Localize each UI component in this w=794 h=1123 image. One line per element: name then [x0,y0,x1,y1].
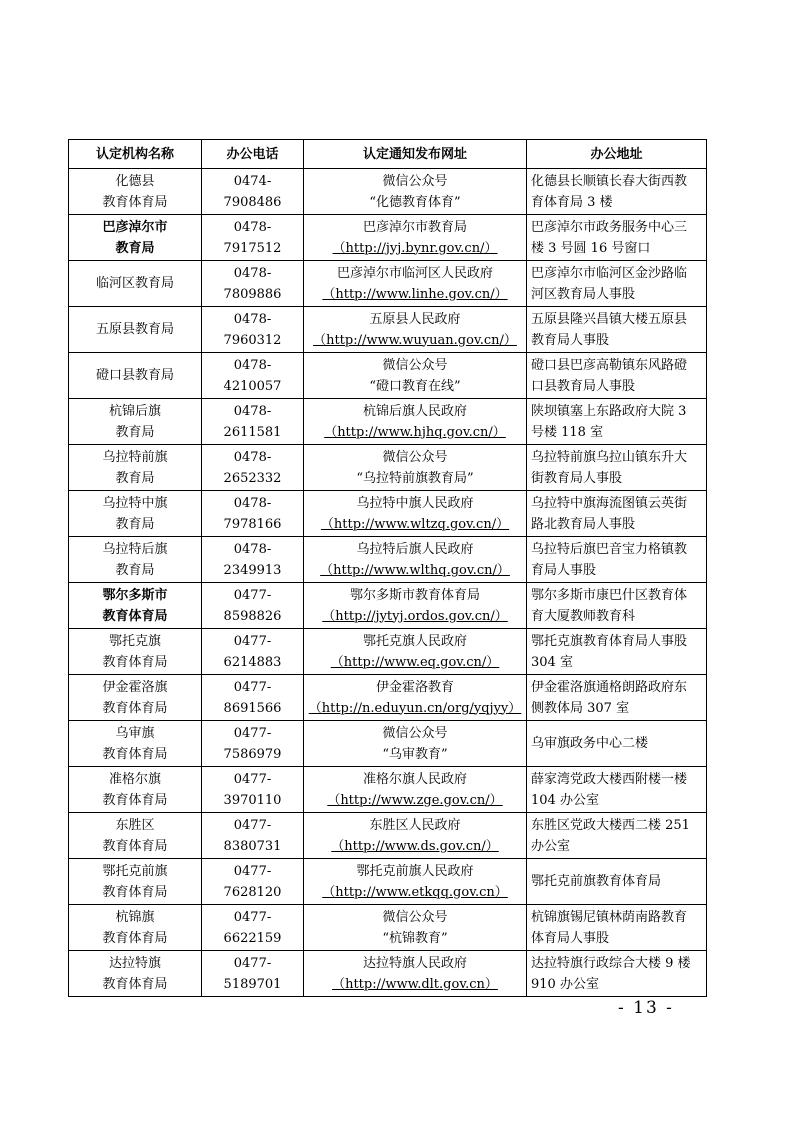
office-address-cell-line: 304 室 [531,654,573,670]
agency-name-cell-line: 教育体育局 [102,746,168,762]
notice-url-cell [304,169,527,215]
office-phone-cell: 0478-7917512 [202,215,304,261]
office-address-cell [527,629,707,675]
agency-name-cell-line: 教育体育局 [102,194,168,210]
office-phone-cell: 0478-7809886 [202,261,304,307]
table-row [69,813,707,859]
notice-url-link[interactable]: （http://www.wlthq.gov.cn/） [320,562,510,578]
agency-name-cell [69,215,202,261]
agency-name-cell-line: 教育局 [115,516,155,532]
notice-url-link[interactable]: （http://www.wltzq.gov.cn/） [320,516,510,532]
office-address-cell [527,537,707,583]
notice-url-link[interactable]: （http://n.eduyun.cn/org/yqjyy） [308,700,522,716]
notice-url-cell [304,951,527,997]
table-row [69,215,707,261]
agency-name-cell [69,491,202,537]
header-notice-url: 认定通知发布网址 [304,140,527,169]
notice-url-cell [304,399,527,445]
notice-url-cell-line: 微信公众号 [382,173,448,189]
agency-name-cell-line: 磴口县教育局 [95,368,174,383]
notice-url-cell-line: 微信公众号 [382,357,448,373]
agency-name-cell [69,859,202,905]
office-address-cell-line: 号楼 118 室 [531,424,604,440]
table-row [69,859,707,905]
notice-url-cell [304,767,527,813]
agency-table [68,139,707,997]
notice-url-link[interactable]: （http://jyj.bynr.gov.cn/） [332,240,498,256]
agency-name-cell-line: 临河区教育局 [95,276,174,291]
notice-url-cell [304,813,527,859]
office-phone-cell: 0477-8691566 [202,675,304,721]
agency-name-cell-line: 教育体育局 [102,884,168,900]
office-address-cell-line: 河区教育局人事股 [531,286,636,302]
notice-url-cell-line: 鄂托克前旗人民政府 [356,863,474,879]
agency-name-cell [69,629,202,675]
office-address-cell-line: 路北教育局人事股 [531,516,636,532]
notice-url-cell-line: “化德教育体育” [369,194,461,210]
agency-name-cell [69,445,202,491]
agency-name-cell [69,537,202,583]
header-office-address: 办公地址 [527,140,707,169]
agency-name-cell-line: 教育体育局 [102,930,168,946]
notice-url-cell-line: 达拉特旗人民政府 [362,955,467,971]
office-address-cell-line: 乌拉特中旗海流图镇云英街 [531,495,688,511]
office-address-cell [527,261,707,307]
agency-name-cell-line: 乌拉特中旗 [102,495,168,511]
table-row [69,721,707,767]
office-address-cell-line: 育局人事股 [531,562,597,578]
office-address-cell-line: 乌拉特前旗乌拉山镇东升大 [531,449,688,465]
agency-name-cell-line: 杭锦旗 [115,909,155,925]
notice-url-cell-line: “杭锦教育” [382,930,448,946]
agency-name-cell [69,353,202,399]
header-agency-name: 认定机构名称 [69,140,202,169]
notice-url-cell [304,721,527,767]
table-row [69,767,707,813]
notice-url-cell-line: “乌审教育” [382,746,448,762]
notice-url-cell-line: 伊金霍洛教育 [375,679,454,695]
notice-url-link[interactable]: （http://www.ds.gov.cn/） [331,838,499,854]
notice-url-cell-line: 微信公众号 [382,909,448,925]
office-address-cell [527,905,707,951]
office-address-cell-line: 乌拉特后旗巴音宝力格镇教 [531,541,688,557]
notice-url-cell [304,445,527,491]
agency-name-cell-line: 巴彦淖尔市 [102,219,168,235]
agency-name-cell-line: 教育局 [115,470,155,486]
notice-url-cell-line: 巴彦淖尔市教育局 [362,219,467,235]
office-address-cell [527,859,707,905]
table-row [69,537,707,583]
agency-name-cell [69,767,202,813]
notice-url-cell-line: 东胜区人民政府 [369,817,461,833]
office-address-cell [527,399,707,445]
office-address-cell-line: 薛家湾党政大楼西附楼一楼 [531,771,688,787]
table-row [69,353,707,399]
notice-url-link[interactable]: （http://www.etkqq.gov.cn） [322,884,508,900]
office-phone-cell: 0474-7908486 [202,169,304,215]
office-address-cell [527,767,707,813]
office-address-cell-line: 办公室 [531,838,571,854]
office-address-cell-line: 陕坝镇塞上东路政府大院 3 [531,403,687,419]
notice-url-link[interactable]: （http://www.hjhq.gov.cn/） [324,424,506,440]
table-row [69,951,707,997]
notice-url-cell [304,491,527,537]
notice-url-cell-line: 鄂尔多斯市教育体育局 [349,587,480,603]
notice-url-cell [304,583,527,629]
agency-name-cell-line: 教育局 [115,424,155,440]
office-address-cell-line: 五原县隆兴昌镇大楼五原县 [531,311,688,327]
office-phone-cell: 0477-7586979 [202,721,304,767]
office-address-cell [527,445,707,491]
office-phone-cell: 0477-8380731 [202,813,304,859]
agency-name-cell [69,399,202,445]
notice-url-link[interactable]: （http://jytyj.ordos.gov.cn/） [322,608,508,624]
notice-url-link[interactable]: （http://www.linhe.gov.cn/） [322,286,508,302]
agency-name-cell-line: 教育体育局 [102,976,168,992]
agency-name-cell [69,261,202,307]
notice-url-cell-line: 杭锦后旗人民政府 [362,403,467,419]
notice-url-cell-line: 乌拉特中旗人民政府 [356,495,474,511]
agency-name-cell-line: 乌拉特后旗 [102,541,168,557]
agency-name-cell-line: 教育体育局 [102,838,168,854]
office-address-cell-line: 巴彦淖尔市政务服务中心三 [531,219,688,235]
notice-url-cell [304,537,527,583]
agency-name-cell-line: 鄂尔多斯市 [102,587,168,603]
office-address-cell-line: 鄂托克前旗教育体育局 [531,874,662,889]
notice-url-cell [304,905,527,951]
office-address-cell [527,583,707,629]
table-row [69,169,707,215]
office-phone-cell: 0477-6622159 [202,905,304,951]
notice-url-cell [304,675,527,721]
page-number: - 13 - [618,998,674,1018]
table-row [69,675,707,721]
notice-url-link[interactable]: （http://www.eq.gov.cn/） [330,654,500,670]
notice-url-cell [304,353,527,399]
office-address-cell-line: 磴口县巴彦高勒镇东风路磴 [531,357,688,373]
table-row [69,905,707,951]
office-address-cell [527,951,707,997]
agency-name-cell [69,675,202,721]
office-phone-cell: 0477-7628120 [202,859,304,905]
agency-name-cell-line: 乌审旗 [115,725,155,741]
table-row [69,491,707,537]
agency-name-cell [69,169,202,215]
agency-name-cell-line: 准格尔旗 [108,771,161,787]
office-address-cell-line: 东胜区党政大楼西二楼 251 [531,817,690,833]
notice-url-cell-line: 准格尔旗人民政府 [362,771,467,787]
office-phone-cell: 0477-8598826 [202,583,304,629]
notice-url-cell-line: 鄂托克旗人民政府 [362,633,467,649]
office-address-cell-line: 910 办公室 [531,976,599,992]
agency-name-cell [69,813,202,859]
agency-name-cell-line: 鄂托克前旗 [102,863,168,879]
table-row [69,399,707,445]
table-row [69,261,707,307]
office-address-cell-line: 巴彦淖尔市临河区金沙路临 [531,265,688,281]
office-address-cell [527,353,707,399]
office-phone-cell: 0478-2611581 [202,399,304,445]
office-address-cell [527,813,707,859]
office-address-cell-line: 鄂托克旗教育体育局人事股 [531,633,688,649]
notice-url-cell-line: “磴口教育在线” [369,378,461,394]
notice-url-cell-line: 巴彦淖尔市临河区人民政府 [336,265,493,281]
office-phone-cell: 0477-6214883 [202,629,304,675]
office-phone-cell: 0478-4210057 [202,353,304,399]
agency-name-cell-line: 鄂托克旗 [108,633,161,649]
notice-url-cell-line: 乌拉特后旗人民政府 [356,541,474,557]
agency-name-cell [69,951,202,997]
office-address-cell [527,491,707,537]
notice-url-link[interactable]: （http://www.zge.gov.cn/） [327,792,503,808]
agency-name-cell-line: 化德县 [115,173,155,189]
agency-name-cell-line: 教育局 [115,240,155,256]
office-address-cell-line: 体育局人事股 [531,930,610,946]
agency-name-cell-line: 杭锦后旗 [108,403,161,419]
notice-url-link[interactable]: （http://www.dlt.gov.cn） [332,976,498,992]
agency-name-cell-line: 乌拉特前旗 [102,449,168,465]
office-phone-cell: 0478-7978166 [202,491,304,537]
office-address-cell [527,169,707,215]
table-row [69,629,707,675]
office-address-cell-line: 口县教育局人事股 [531,378,636,394]
office-address-cell-line: 鄂尔多斯市康巴什区教育体 [531,587,688,603]
agency-name-cell-line: 伊金霍洛旗 [102,679,168,695]
notice-url-cell [304,859,527,905]
agency-name-cell [69,583,202,629]
notice-url-cell-line: 微信公众号 [382,725,448,741]
table-body [69,169,707,997]
agency-name-cell-line: 五原县教育局 [95,322,174,337]
office-address-cell-line: 乌审旗政务中心二楼 [531,736,649,751]
office-address-cell [527,721,707,767]
office-address-cell-line: 楼 3 号圆 16 号窗口 [531,240,651,256]
office-phone-cell: 0477-3970110 [202,767,304,813]
notice-url-cell [304,629,527,675]
office-address-cell-line: 育体育局 3 楼 [531,194,613,210]
office-address-cell-line: 104 办公室 [531,792,599,808]
agency-name-cell-line: 教育体育局 [102,608,168,624]
office-phone-cell: 0478-2349913 [202,537,304,583]
office-address-cell [527,215,707,261]
office-phone-cell: 0478-7960312 [202,307,304,353]
table-row [69,583,707,629]
agency-name-cell-line: 达拉特旗 [108,955,161,971]
agency-name-cell-line: 教育体育局 [102,700,168,716]
office-address-cell-line: 杭锦旗锡尼镇林荫南路教育 [531,909,688,925]
agency-name-cell [69,721,202,767]
office-address-cell [527,307,707,353]
table-header-row [69,140,707,169]
office-address-cell-line: 教育局人事股 [531,332,610,348]
office-address-cell-line: 街教育局人事股 [531,470,623,486]
agency-name-cell-line: 教育体育局 [102,792,168,808]
office-address-cell [527,675,707,721]
notice-url-link[interactable]: （http://www.wuyuan.gov.cn/） [313,332,517,348]
notice-url-cell [304,307,527,353]
notice-url-cell [304,215,527,261]
agency-name-cell-line: 教育局 [115,562,155,578]
notice-url-cell [304,261,527,307]
office-address-cell-line: 化德县长顺镇长春大街西教 [531,173,688,189]
notice-url-cell-line: 微信公众号 [382,449,448,465]
table-row [69,445,707,491]
office-address-cell-line: 侧教体局 307 室 [531,700,630,716]
notice-url-cell-line: “乌拉特前旗教育局” [356,470,474,486]
notice-url-cell-line: 五原县人民政府 [369,311,461,327]
table-row [69,307,707,353]
header-office-phone: 办公电话 [202,140,304,169]
agency-name-cell [69,905,202,951]
office-phone-cell: 0478-2652332 [202,445,304,491]
office-address-cell-line: 达拉特旗行政综合大楼 9 楼 [531,955,691,971]
agency-name-cell [69,307,202,353]
office-address-cell-line: 育大厦教师教育科 [531,608,636,624]
office-address-cell-line: 伊金霍洛旗通格朗路政府东 [531,679,688,695]
agency-name-cell-line: 东胜区 [115,817,155,833]
office-phone-cell: 0477-5189701 [202,951,304,997]
agency-name-cell-line: 教育体育局 [102,654,168,670]
